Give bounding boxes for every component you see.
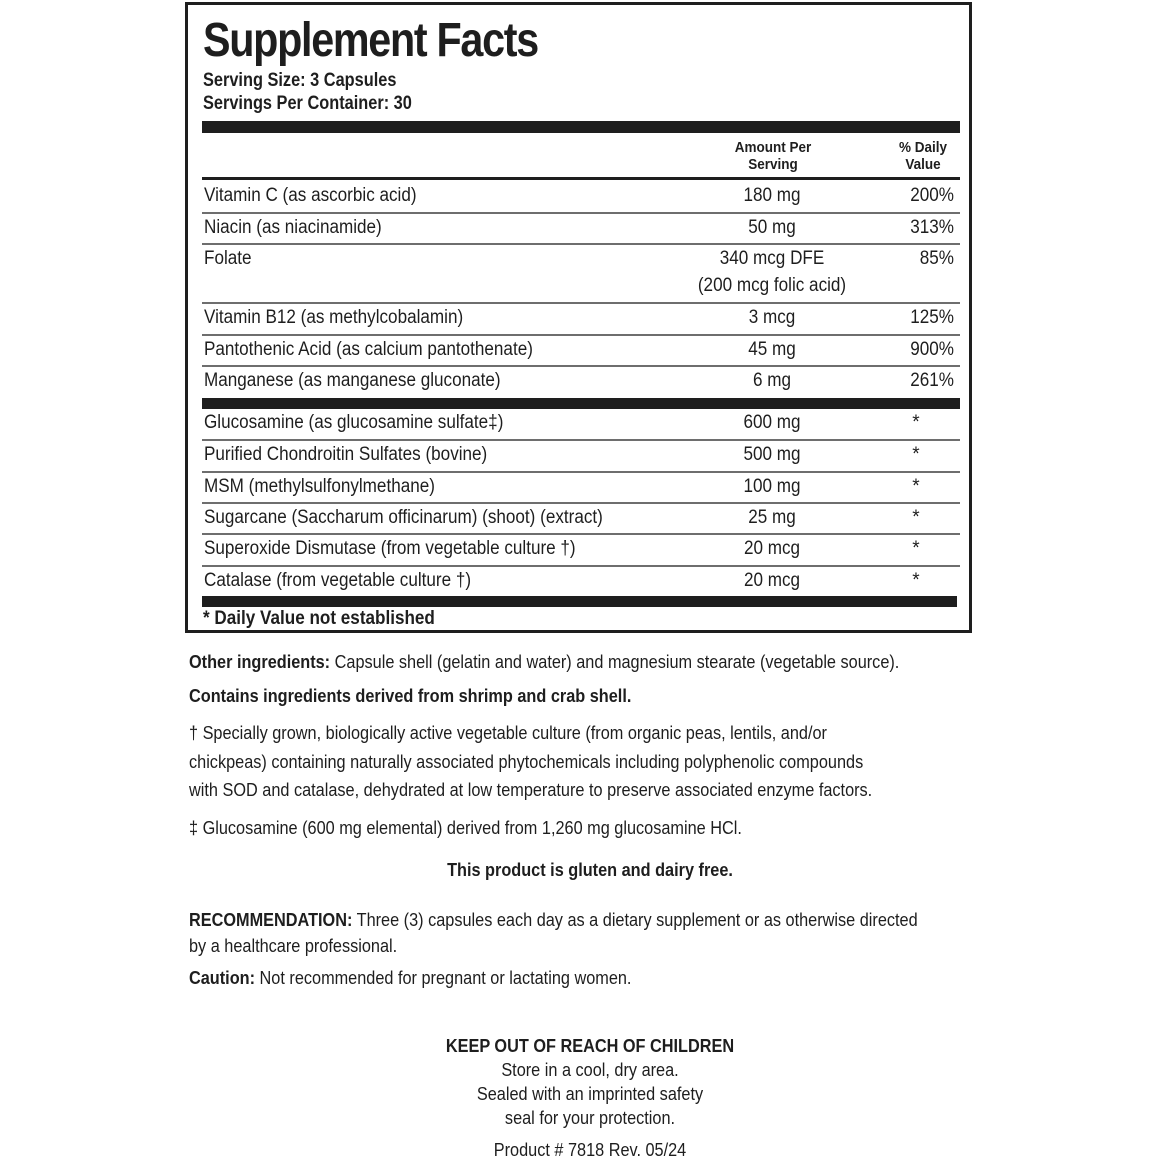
- nutrient-name: Vitamin B12 (as methylcobalamin): [204, 307, 464, 328]
- nutrient-row-niacin: [202, 213, 960, 243]
- nutrient-name: Vitamin C (as ascorbic acid): [204, 185, 417, 206]
- ingredient-name: Purified Chondroitin Sulfates (bovine): [204, 444, 488, 465]
- serving-size: Serving Size: 3 Capsules: [203, 70, 397, 91]
- ingredient-row-chondroitin: [202, 440, 960, 470]
- nutrient-dv: 125%: [910, 307, 954, 328]
- recommendation-label: RECOMMENDATION:: [189, 909, 353, 930]
- nutrient-name: Folate: [204, 248, 252, 269]
- ingredient-row-superoxide-dismutase: [202, 534, 960, 564]
- nutrient-dv: 200%: [910, 185, 954, 206]
- nutrient-row-manganese: [202, 366, 960, 396]
- ingredient-amount: 100 mg: [743, 476, 801, 497]
- dv-header-line2: Value: [905, 156, 941, 173]
- caution-statement: [189, 964, 631, 992]
- allergen-statement: Contains ingredients derived from shrimp and crab shell.: [189, 685, 632, 706]
- ingredient-dv: *: [912, 444, 920, 465]
- ingredient-dv: *: [912, 476, 920, 497]
- storage-line3: seal for your protection.: [504, 1107, 676, 1128]
- nutrient-dv: 85%: [919, 248, 954, 269]
- storage-line2: Sealed with an imprinted safety: [476, 1083, 704, 1104]
- nutrient-amount: 6 mg: [752, 370, 792, 391]
- nutrient-amount: 340 mcg DFE: [719, 248, 825, 269]
- recommendation-line2: by a healthcare professional.: [189, 935, 398, 956]
- recommendation-text: Three (3) capsules each day as a dietary supplement or as otherwise directed: [352, 909, 918, 930]
- nutrient-name: Niacin (as niacinamide): [204, 217, 382, 238]
- dagger-note-line1: † Specially grown, biologically active vegetable culture (from organic peas, lentils, and/or: [189, 722, 827, 743]
- other-ingredients-text: Capsule shell (gelatin and water) and magnesium stearate (vegetable source).: [330, 651, 900, 672]
- ingredient-dv: *: [912, 538, 920, 559]
- supplement-facts-panel: [185, 2, 972, 633]
- nutrient-dv: 261%: [910, 370, 954, 391]
- double-dagger-note: ‡ Glucosamine (600 mg elemental) derived from 1,260 mg glucosamine HCl.: [189, 817, 742, 838]
- dagger-note-line2: chickpeas) containing naturally associated phytochemicals including polyphenolic compounds: [189, 751, 864, 772]
- ingredient-dv: *: [912, 507, 920, 528]
- nutrient-row-vitamin-c: [202, 181, 960, 211]
- gluten-dairy-text: This product is gluten and dairy free.: [447, 859, 733, 880]
- bottom-thick-divider: [202, 596, 957, 607]
- amount-per-serving-header: [706, 139, 841, 173]
- ingredient-amount: 25 mg: [748, 507, 796, 528]
- facts-title: Supplement Facts: [203, 14, 538, 67]
- nutrient-amount: 180 mg: [743, 185, 801, 206]
- caution-text: Not recommended for pregnant or lactating women.: [255, 967, 632, 988]
- product-number: Product # 7818 Rev. 05/24: [493, 1139, 687, 1160]
- dv-header-line1: % Daily: [898, 139, 948, 156]
- storage-block: [390, 1034, 790, 1162]
- ingredient-row-catalase: [202, 566, 960, 596]
- servings-per-container: Servings Per Container: 30: [203, 93, 412, 114]
- nutrient-dv: 900%: [910, 339, 954, 360]
- dagger-note-line3: with SOD and catalase, dehydrated at low temperature to preserve associated enzyme factors.: [189, 779, 873, 800]
- other-ingredients: [189, 648, 899, 676]
- ingredient-name: MSM (methylsulfonylmethane): [204, 476, 435, 497]
- nutrient-row-vitamin-b12: [202, 303, 960, 333]
- gluten-dairy-statement: [390, 858, 790, 882]
- amount-header-line1: Amount Per: [734, 139, 812, 156]
- ingredient-amount: 20 mcg: [743, 538, 801, 559]
- ingredient-row-glucosamine: [202, 408, 960, 438]
- nutrient-amount: 50 mg: [748, 217, 796, 238]
- daily-value-footnote: * Daily Value not established: [203, 608, 435, 629]
- nutrient-name: Manganese (as manganese gluconate): [204, 370, 501, 391]
- ingredient-dv: *: [912, 570, 920, 591]
- top-thick-divider: [202, 121, 960, 133]
- recommendation-line1: [189, 906, 918, 934]
- ingredient-amount: 500 mg: [743, 444, 801, 465]
- nutrient-amount: 45 mg: [748, 339, 796, 360]
- header-divider: [202, 177, 960, 180]
- keep-out-of-reach-warning: KEEP OUT OF REACH OF CHILDREN: [445, 1035, 735, 1056]
- caution-label: Caution:: [189, 967, 256, 988]
- daily-value-header: [883, 139, 964, 173]
- nutrient-amount: 3 mcg: [748, 307, 796, 328]
- ingredient-row-msm: [202, 472, 960, 502]
- ingredient-amount: 20 mcg: [743, 570, 801, 591]
- ingredient-name: Sugarcane (Saccharum officinarum) (shoot) (extract): [204, 507, 603, 528]
- storage-line1: Store in a cool, dry area.: [501, 1059, 679, 1080]
- nutrient-name: Pantothenic Acid (as calcium pantothenate): [204, 339, 533, 360]
- ingredient-name: Superoxide Dismutase (from vegetable culture †): [204, 538, 576, 559]
- nutrient-amount-note: (200 mcg folic acid): [697, 275, 847, 296]
- ingredient-dv: *: [912, 412, 920, 433]
- ingredient-amount: 600 mg: [743, 412, 801, 433]
- nutrient-dv: 313%: [910, 217, 954, 238]
- ingredient-name: Catalase (from vegetable culture †): [204, 570, 472, 591]
- nutrient-row-folate: [202, 244, 960, 300]
- ingredient-name: Glucosamine (as glucosamine sulfate‡): [204, 412, 504, 433]
- other-ingredients-label: Other ingredients:: [189, 651, 331, 672]
- ingredient-row-sugarcane: [202, 503, 960, 533]
- nutrient-row-pantothenic-acid: [202, 335, 960, 365]
- amount-header-line2: Serving: [748, 156, 798, 173]
